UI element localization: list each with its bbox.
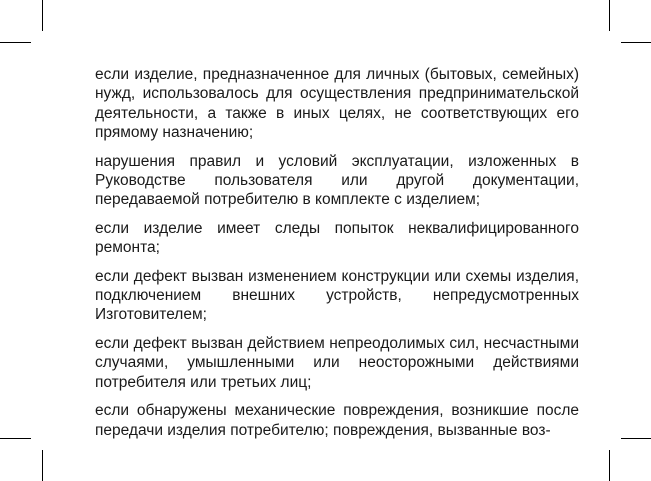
crop-mark-top-left-vertical: [42, 0, 43, 31]
paragraph-design-modification: если дефект вызван изменением конструкции или схемы изделия, подключением внешних устройств, непредусмотренных Изготовителем;: [95, 267, 579, 324]
crop-mark-bottom-right-vertical: [609, 450, 610, 481]
paragraph-mechanical-damage: если обнаружены механические повреждения, возникшие после передачи изделия потребителю; повреждения, вызванные воз-: [95, 402, 579, 439]
crop-mark-bottom-left-horizontal: [0, 438, 31, 439]
paragraph-unqualified-repair: если изделие имеет следы попыток неквалифицированного ремонта;: [95, 219, 579, 257]
document-body: [95, 65, 579, 449]
crop-mark-top-left-horizontal: [0, 42, 31, 43]
paragraph-force-majeure: если дефект вызван действием непреодолимых сил, несчастными случаями, умышленными или неосторожными действиями потребителя или третьих лиц;: [95, 334, 579, 391]
crop-mark-top-right-horizontal: [621, 42, 651, 43]
crop-mark-bottom-right-horizontal: [621, 438, 651, 439]
crop-mark-bottom-left-vertical: [42, 450, 43, 481]
paragraph-operating-rules-violation: нарушения правил и условий эксплуатации, изложенных в Руководстве пользователя или другой документации, передаваемой потребителю в комплекте с изделием;: [95, 152, 579, 209]
paragraph-business-use: если изделие, предназначенное для личных (бытовых, семейных) нужд, использовалось для осуществления предпринимательской деятельности, а также в иных целях, не соответствующих его прямому назначению;: [95, 66, 579, 142]
crop-mark-top-right-vertical: [609, 0, 610, 31]
